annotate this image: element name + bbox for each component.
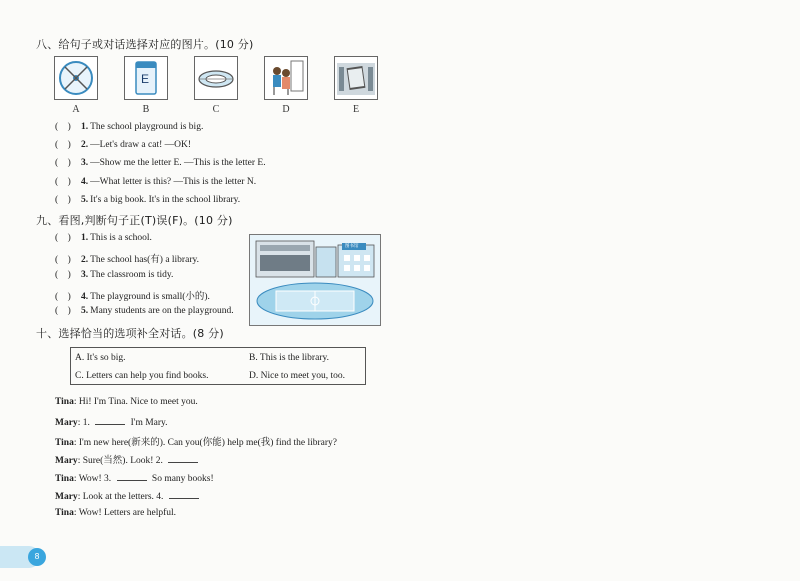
picture-d-children-drawing-icon [264, 56, 308, 100]
picture-b-letter-e-card-icon [124, 56, 168, 100]
answer-blank-2[interactable] [168, 453, 198, 463]
dialogue-line-4: Mary: Sure(当然). Look! 2. [55, 452, 201, 466]
section-8-question-2: ( ) 2. —Let's draw a cat! —OK! [55, 140, 192, 150]
option-c: C. Letters can help you find books. [75, 371, 209, 381]
letter-e-text: E [141, 72, 150, 86]
picture-b-label: B [142, 104, 150, 115]
answer-blank-3[interactable] [117, 471, 147, 481]
section-9-question-1: ( ) 1. This is a school. [55, 233, 152, 243]
section-9-question-5: ( ) 5. Many students are on the playground. [55, 306, 234, 316]
section-8-question-4: ( ) 4. —What letter is this? —This is the letter N. [55, 177, 257, 187]
section-9-title: 九、看图,判断句子正(T)误(F)。(10 分) [36, 214, 233, 227]
picture-d-label: D [282, 104, 290, 115]
section-9-question-4: ( ) 4. The playground is small(小的). [55, 292, 210, 302]
options-box [70, 347, 366, 385]
library-sign: 图书馆 [345, 244, 359, 249]
section-10-title: 十、选择恰当的选项补全对话。(8 分) [36, 327, 224, 340]
picture-e-book-library-icon [334, 56, 378, 100]
section-9-question-3: ( ) 3. The classroom is tidy. [55, 270, 174, 280]
dialogue-line-2: Mary: 1. I'm Mary. [55, 415, 168, 428]
section-8-title: 八、给句子或对话选择对应的图片。(10 分) [36, 38, 254, 51]
dialogue-line-3: Tina: I'm new here(新来的). Can you(你能) help me(我) find the library? [55, 438, 337, 448]
picture-a-compass-icon [54, 56, 98, 100]
section-8-question-1: ( ) 1. The school playground is big. [55, 122, 204, 132]
section-8-question-3: ( ) 3. —Show me the letter E. —This is the letter E. [55, 158, 266, 168]
dialogue-line-7: Tina: Wow! Letters are helpful. [55, 508, 177, 518]
section-9-question-2: ( ) 2. The school has(有) a library. [55, 255, 199, 265]
picture-a-label: A [72, 104, 80, 115]
dialogue-line-6: Mary: Look at the letters. 4. [55, 489, 202, 502]
picture-e-label: E [352, 104, 360, 115]
picture-c-playground-icon [194, 56, 238, 100]
dialogue-line-5: Tina: Wow! 3. So many books! [55, 471, 214, 484]
school-scene-image [249, 234, 381, 326]
page-number: 8 [28, 548, 46, 566]
answer-blank-4[interactable] [169, 489, 199, 499]
picture-c-label: C [212, 104, 220, 115]
dialogue-line-1: Tina: Hi! I'm Tina. Nice to meet you. [55, 397, 198, 407]
section-8-question-5: ( ) 5. It's a big book. It's in the school library. [55, 195, 241, 205]
option-a: A. It's so big. [75, 353, 126, 363]
answer-blank-1[interactable] [95, 415, 125, 425]
option-d: D. Nice to meet you, too. [249, 371, 346, 381]
option-b: B. This is the library. [249, 353, 329, 363]
